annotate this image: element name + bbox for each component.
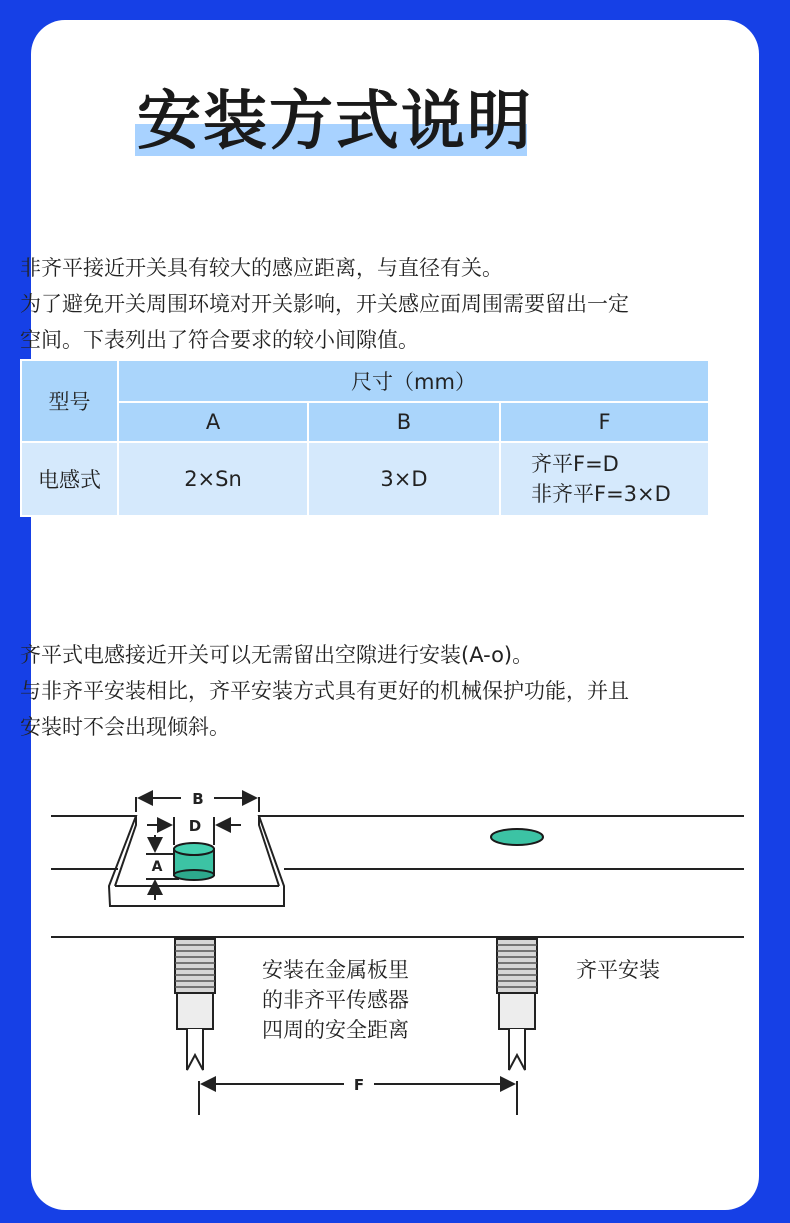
title-block [135,70,535,170]
nonflush-sensor-head [174,843,214,880]
cell-f-line: 齐平F=D [531,452,619,476]
caption-left-line: 的非齐平传感器 [262,988,409,1012]
intro-paragraph [20,250,720,358]
col-f-header: F [500,402,709,442]
intro-line: 非齐平接近开关具有较大的感应距离，与直径有关。 [20,256,503,280]
label-a: A [151,859,163,875]
label-d: D [188,817,202,835]
cell-b: 3×D [308,442,500,516]
cell-a: 2×Sn [118,442,308,516]
col-b-header: B [308,402,500,442]
row-label: 电感式 [21,442,118,516]
cell-f [500,442,709,516]
col-a-header: A [118,402,308,442]
right-sensor-body [497,939,537,1070]
flush-line: 安装时不会出现倾斜。 [20,715,230,739]
caption-left-line: 安装在金属板里 [262,958,409,982]
caption-right: 齐平安装 [576,958,660,982]
intro-line: 空间。下表列出了符合要求的较小间隙值。 [20,328,419,352]
flush-line: 与非齐平安装相比，齐平安装方式具有更好的机械保护功能，并且 [20,679,629,703]
label-b: B [192,790,204,808]
flush-line: 齐平式电感接近开关可以无需留出空隙进行安装(A-o)。 [20,643,534,667]
installation-diagram [19,755,759,1175]
spec-table [20,359,710,517]
flush-sensor-face [491,829,543,845]
label-f: F [353,1076,365,1094]
size-header: 尺寸（mm） [118,360,709,402]
left-sensor-body [175,939,215,1070]
intro-line: 为了避免开关周围环境对开关影响，开关感应面周围需要留出一定 [20,292,629,316]
model-header: 型号 [21,360,118,442]
caption-left-line: 四周的安全距离 [262,1018,409,1042]
cell-f-line: 非齐平F=3×D [531,482,671,506]
flush-paragraph [20,637,720,745]
page-title: 安装方式说明 [137,85,533,159]
